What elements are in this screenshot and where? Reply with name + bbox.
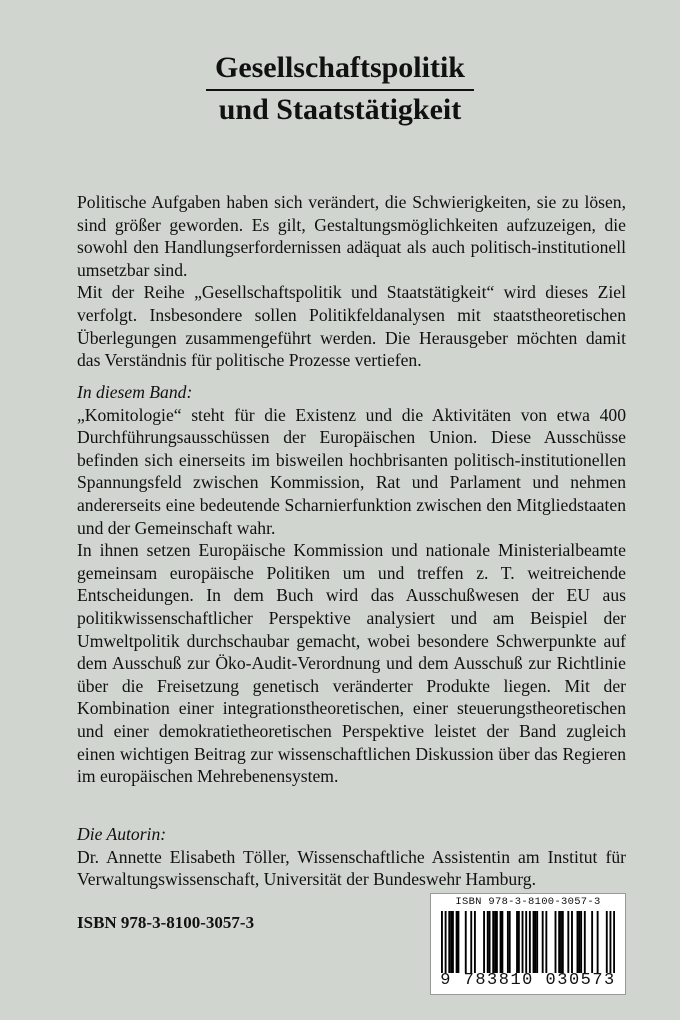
barcode-bar <box>555 911 557 973</box>
barcode-bar <box>567 911 569 973</box>
barcode-bar <box>509 911 511 973</box>
barcode-bar <box>560 911 562 973</box>
barcode-bar <box>522 911 524 973</box>
barcode-bar <box>465 911 467 973</box>
barcode-bar <box>500 911 502 973</box>
barcode-bar <box>577 911 579 973</box>
series-title-line-1: Gesellschaftspolitik <box>214 51 465 84</box>
volume-description <box>77 381 626 788</box>
barcode-bar <box>445 911 447 973</box>
author-section <box>77 823 626 891</box>
barcode-bar <box>562 911 564 973</box>
barcode-bar <box>516 911 518 973</box>
barcode-bar <box>518 911 520 973</box>
intro-paragraph-1: Politische Aufgaben haben sich verändert, die Schwierigkeiten, sie zu lösen, sind größer geworden. Es gilt, Gestaltungsmöglichkeiten aufzuzeigen, die sowohl den Handlungserfordernissen adäquat als auch politisch-institutionell umsetzbar sind. <box>77 192 626 280</box>
barcode-bar <box>457 911 459 973</box>
barcode-bar <box>474 911 476 973</box>
barcode-bar <box>558 911 560 973</box>
barcode-bar <box>507 911 509 973</box>
barcode-bar <box>448 911 450 973</box>
volume-paragraph-1: „Komitologie“ steht für die Existenz und die Aktivitäten von etwa 400 Durchführungsausschüssen der Europäischen Union. Diese Ausschüsse befinden sich einerseits im bisweilen hochbrisanten politisch-institutionellen Spannungsfeld zwischen Kommission, Rat und Parlament und nehmen andererseits eine bedeutende Scharnierfunktion zwischen den Mitgliedstaaten und der Gemeinschaft wahr. <box>77 404 626 538</box>
barcode-bar <box>584 911 586 973</box>
author-text: Dr. Annette Elisabeth Töller, Wissenschaftliche Assistentin am Institut für Verwaltungswissenschaft, Universität der Bundeswehr Hamburg. <box>77 846 626 890</box>
barcode-bar <box>452 911 454 973</box>
barcode-bar <box>597 911 599 973</box>
barcode-bar <box>450 911 452 973</box>
barcode-bar <box>441 911 443 973</box>
author-heading: Die Autorin: <box>77 824 167 844</box>
barcode-bar <box>533 911 535 973</box>
barcode-bars <box>441 911 615 973</box>
barcode-bar <box>610 911 612 973</box>
barcode-bar <box>494 911 496 973</box>
barcode-bar <box>606 911 608 973</box>
barcode-bar <box>496 911 498 973</box>
barcode <box>430 893 626 995</box>
volume-paragraph-2: In ihnen setzen Europäische Kommission und nationale Ministerialbeamte gemeinsam europäische Politiken um und treffen z. T. weitreichende Entscheidungen. In dem Buch wird das Ausschußwesen der EU aus politikwissenschaftlicher Perspektive analysiert und am Beispiel der Umweltpolitik durchschaubar gemacht, wobei besondere Schwerpunkte auf dem Ausschuß zur Öko-Audit-Verordnung und dem Ausschuß zur Richtlinie über die Freisetzung genetisch veränderter Produkte liegen. Mit der Kombination einer integrationstheoretischen, einer steuerungstheoretischen und einer demokratietheoretischen Perspektive leistet der Band zugleich einen wichtigen Beitrag zur wissenschaftlichen Diskussion über das Regieren im europäischen Mehrebenensystem. <box>77 540 626 787</box>
barcode-bar <box>536 911 538 973</box>
barcode-isbn: ISBN 978-3-8100-3057-3 <box>455 896 601 908</box>
barcode-digits: 9 783810 030573 <box>440 971 616 990</box>
barcode-bar <box>470 911 472 973</box>
barcode-bar <box>489 911 491 973</box>
barcode-bar <box>613 911 615 973</box>
barcode-bar <box>456 911 458 973</box>
barcode-bar <box>483 911 485 973</box>
barcode-bar <box>591 911 593 973</box>
barcode-bar <box>545 911 547 973</box>
barcode-bar <box>529 911 531 973</box>
barcode-bar <box>580 911 582 973</box>
series-title-line-2: und Staatstätigkeit <box>218 93 462 126</box>
title-divider <box>206 89 474 91</box>
series-title <box>0 50 680 128</box>
series-description <box>77 191 626 372</box>
barcode-bar <box>542 911 544 973</box>
barcode-bar <box>578 911 580 973</box>
barcode-bar <box>487 911 489 973</box>
barcode-bar <box>492 911 494 973</box>
intro-paragraph-2: Mit der Reihe „Gesellschaftspolitik und Staatstätigkeit“ wird dieses Ziel verfolgt. Insbesondere sollen Politikfeldanalysen mit staatstheoretischen Überlegungen zusammengeführt werden. Die Herausgeber möchten damit das Verständnis für politische Prozesse vertiefen. <box>77 282 626 371</box>
volume-heading: In diesem Band: <box>77 382 193 402</box>
barcode-bar <box>534 911 536 973</box>
isbn-label: ISBN 978-3-8100-3057-3 <box>77 913 255 932</box>
barcode-bar <box>571 911 573 973</box>
barcode-bar <box>501 911 503 973</box>
barcode-bar <box>525 911 527 973</box>
